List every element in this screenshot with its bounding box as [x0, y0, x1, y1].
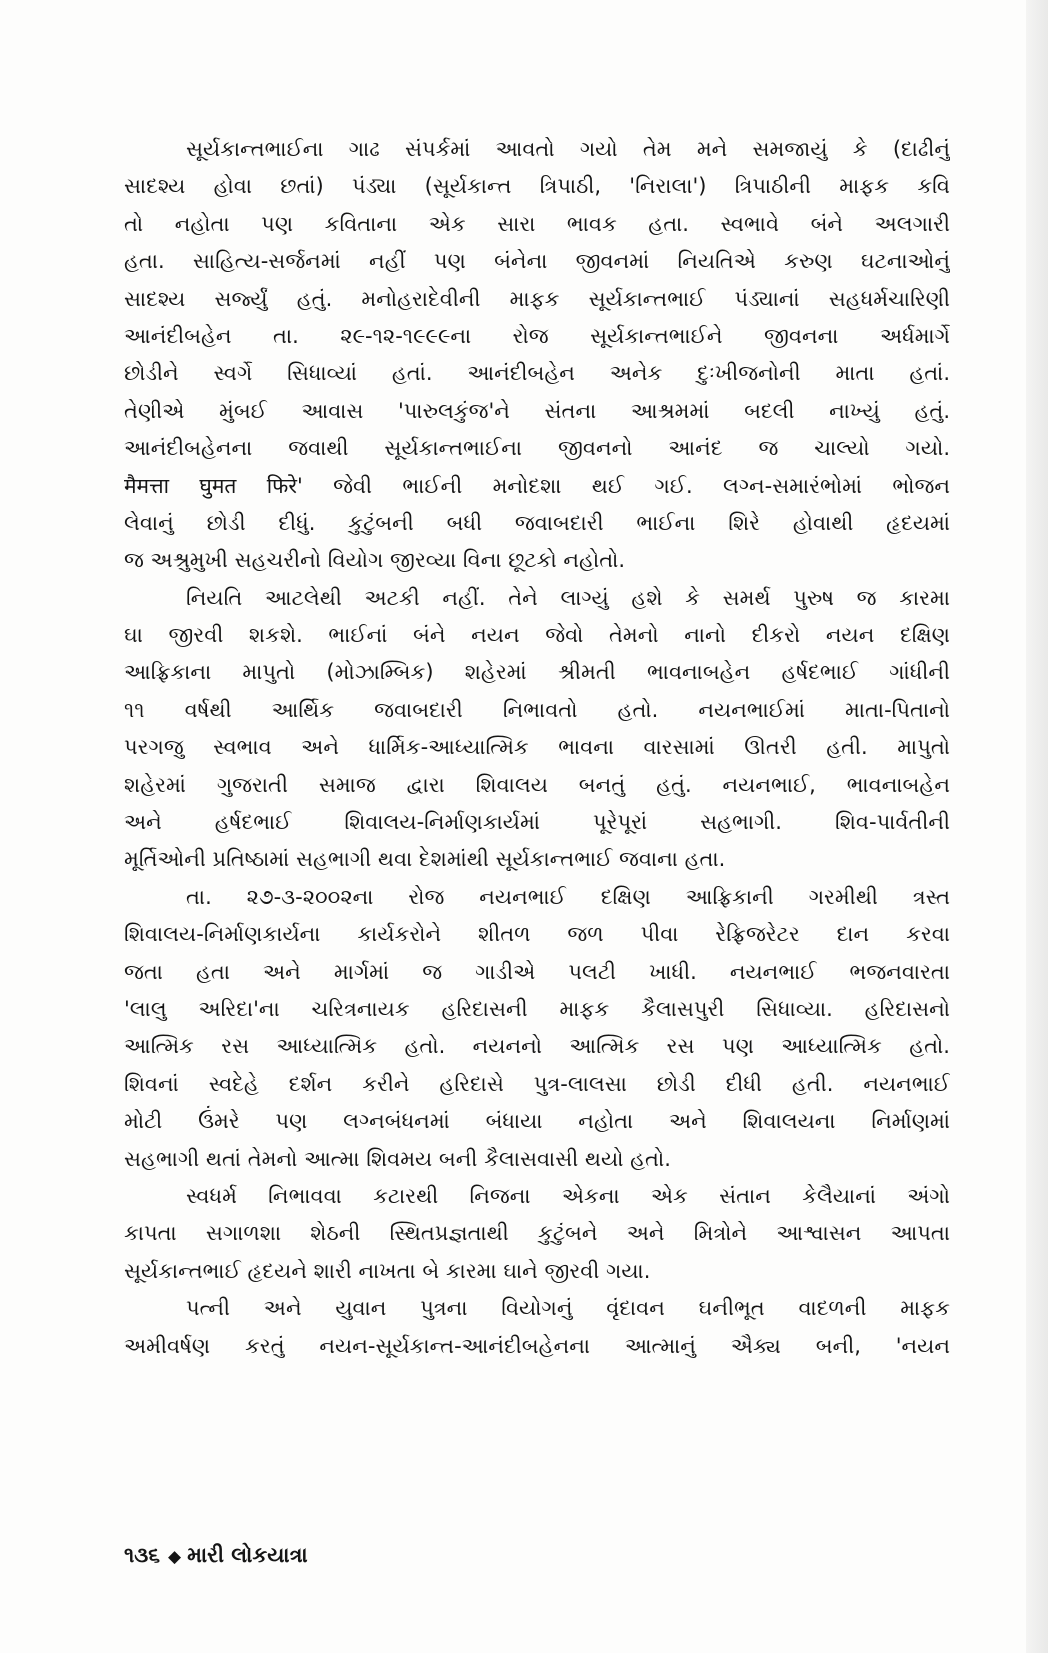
text-line: સૂર્યકાન્તભાઈના ગાઢ સંપર્કમાં આવતો ગયો તેમ મને સમજાયું કે (દાઢીનું	[186, 137, 950, 161]
text-line: આનંદીબહેન તા. ૨૯-૧૨-૧૯૯૯ના રોજ સૂર્યકાન્તભાઈને જીવનના અર્ધમાર્ગે	[124, 323, 950, 348]
text-line: પત્ની અને યુવાન પુત્રના વિયોગનું વૃંદાવન ઘનીભૂત વાદળની માફક	[186, 1296, 950, 1321]
text-line: કાપતા સગાળશા શેઠની સ્થિતપ્રજ્ઞતાથી કુટુંબને અને મિત્રોને આશ્વાસન આપતા	[124, 1221, 950, 1246]
text-line: હતા. સાહિત્ય-સર્જનમાં નહીં પણ બંનેના જીવનમાં નિયતિએ કરુણ ઘટનાઓનું	[124, 249, 950, 274]
text-line: સૂર્યકાન્તભાઈ હૃદયને શારી નાખતા બે કારમા ઘાને જીરવી ગયા.	[124, 1258, 651, 1283]
text-line: લેવાનું છોડી દીધું. કુટુંબની બધી જવાબદારી ભાઈના શિરે હોવાથી હૃદયમાં	[124, 510, 950, 535]
text-line: મૂર્તિઓની પ્રતિષ્ઠામાં સહભાગી થવા દેશમાંથી સૂર્યકાન્તભાઈ જવાના હતા.	[124, 847, 726, 872]
text-line: છોડીને સ્વર્ગે સિધાવ્યાં હતાં. આનંદીબહેન અનેક દુઃખીજનોની માતા હતાં.	[124, 361, 950, 386]
text-line: આફ્રિકાના માપુતો (મોઝામ્બિક) શહેરમાં શ્રીમતી ભાવનાબહેન હર્ષદભાઈ ગાંધીની	[124, 660, 950, 685]
text-line: આત્મિક રસ આધ્યાત્મિક હતો. નયનનો આત્મિક રસ પણ આધ્યાત્મિક હતો.	[124, 1034, 950, 1059]
text-line: જ અશ્રુમુખી સહચરીનો વિયોગ જીરવ્યા વિના છૂટકો નહોતો.	[124, 548, 626, 573]
text-line: જતા હતા અને માર્ગમાં જ ગાડીએ પલટી ખાધી. નયનભાઈ ભજનવારતા	[124, 959, 950, 984]
text-line: શિવાલય-નિર્માણકાર્યના કાર્યકરોને શીતળ જળ પીવા રેફ્રિજરેટર દાન કરવા	[124, 922, 950, 947]
book-title: મારી લોકયાત્રા	[187, 1543, 308, 1567]
text-line: અને હર્ષદભાઈ શિવાલય-નિર્માણકાર્યમાં પૂરેપૂરાં સહભાગી. શિવ-પાર્વતીની	[124, 810, 950, 835]
text-line: ૧૧ વર્ષથી આર્થિક જવાબદારી નિભાવતો હતો. નયનભાઈમાં માતા-પિતાનો	[124, 697, 950, 722]
text-line: શિવનાં સ્વદેહે દર્શન કરીને હરિદાસે પુત્ર-લાલસા છોડી દીધી હતી. નયનભાઈ	[124, 1071, 950, 1096]
paragraph	[124, 1290, 950, 1365]
text-line: તેણીએ મુંબઈ આવાસ 'પારુલકુંજ'ને સંતના આશ્રમમાં બદલી નાખ્યું હતું.	[124, 398, 950, 423]
text-line: અમીવર્ષણ કરતું નયન-સૂર્યકાન્ત-આનંદીબહેનના આત્માનું ઐક્ય બની, 'નયન	[124, 1333, 950, 1358]
paragraph	[124, 1178, 950, 1290]
text-line: શહેરમાં ગુજરાતી સમાજ દ્વારા શિવાલય બનતું હતું. નયનભાઈ, ભાવનાબહેન	[124, 772, 950, 797]
paragraph	[124, 580, 950, 879]
text-line: સ્વધર્મ નિભાવવા કટારથી નિજના એકના એક સંતાન કેલૈયાનાં અંગો	[186, 1183, 950, 1208]
body-text	[124, 131, 950, 1365]
text-line: મોટી ઉંમરે પણ લગ્નબંધનમાં બંધાયા નહોતા અને શિવાલયના નિર્માણમાં	[124, 1109, 950, 1134]
text-line: સાદશ્ય હોવા છતાં) પંડ્યા (સૂર્યકાન્ત ત્રિપાઠી, 'નિરાલા') ત્રિપાઠીની માફક કવિ	[124, 174, 950, 199]
page-footer	[124, 1543, 308, 1568]
text-line: તા. ૨૭-૩-૨૦૦૨ના રોજ નયનભાઈ દક્ષિણ આફ્રિકાની ગરમીથી ત્રસ્ત	[186, 884, 950, 909]
page-edge-shadow	[1026, 0, 1048, 1653]
text-line: આનંદીબહેનના જવાથી સૂર્યકાન્તભાઈના જીવનનો આનંદ જ ચાલ્યો ગયો.	[124, 436, 950, 461]
paragraph	[124, 131, 950, 580]
text-line: मैमत्ता घुमत फिरे' જેવી ભાઈની મનોદશા થઈ ગઈ. લગ્ન-સમારંભોમાં ભોજન	[124, 473, 950, 498]
text-line: સાદશ્ય સર્જ્યું હતું. મનોહરાદેવીની માફક સૂર્યકાન્તભાઈ પંડ્યાનાં સહધર્મચારિણી	[124, 286, 950, 311]
text-line: ઘા જીરવી શકશે. ભાઈનાં બંને નયન જેવો તેમનો નાનો દીકરો નયન દક્ષિણ	[124, 623, 950, 648]
page-number: ૧૩૬	[124, 1543, 161, 1567]
diamond-separator-icon: ◆	[168, 1547, 182, 1567]
text-line: નિયતિ આટલેથી અટકી નહીં. તેને લાગ્યું હશે કે સમર્થ પુરુષ જ કારમા	[186, 585, 950, 610]
text-line: તો નહોતા પણ કવિતાના એક સારા ભાવક હતા. સ્વભાવે બંને અલગારી	[124, 211, 950, 236]
paragraph	[124, 879, 950, 1178]
text-line: સહભાગી થતાં તેમનો આત્મા શિવમય બની કૈલાસવાસી થયો હતો.	[124, 1146, 671, 1171]
text-line: પરગજુ સ્વભાવ અને ધાર્મિક-આધ્યાત્મિક ભાવના વારસામાં ઊતરી હતી. માપુતો	[124, 735, 950, 760]
text-line: 'લાલુ અરિદા'ના ચરિત્રનાયક હરિદાસની માફક કૈલાસપુરી સિધાવ્યા. હરિદાસનો	[124, 996, 950, 1021]
